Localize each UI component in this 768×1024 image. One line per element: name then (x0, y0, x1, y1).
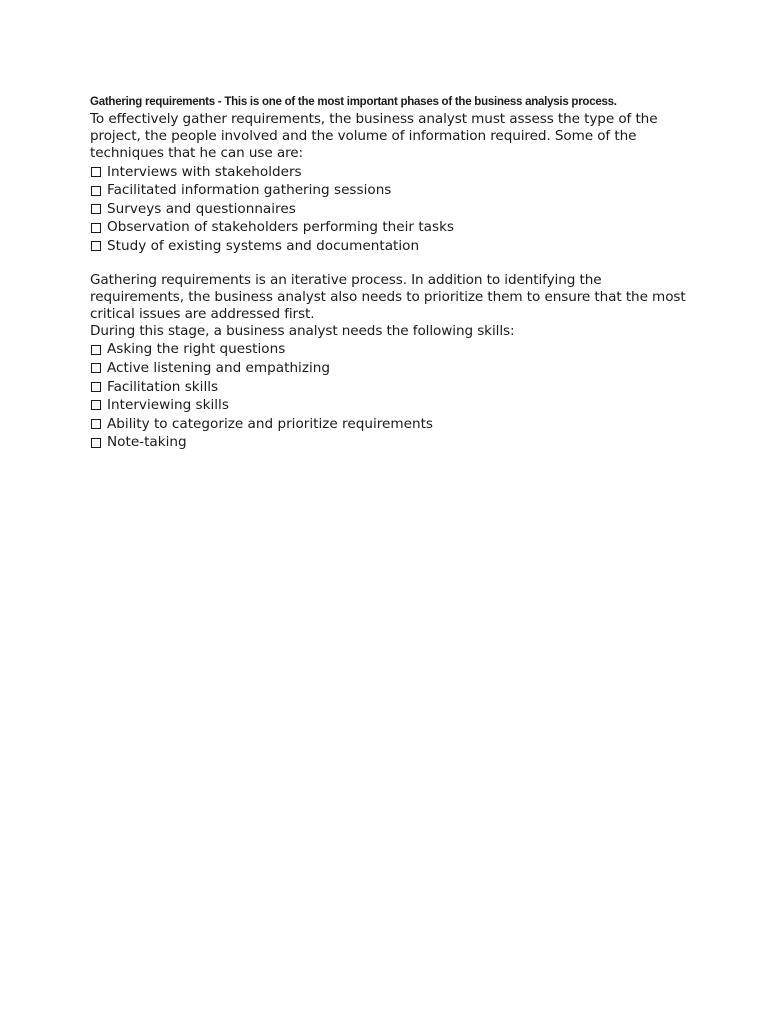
list-item-label: Facilitated information gathering sessions (107, 182, 392, 199)
checkbox-icon (91, 438, 101, 448)
list-item (90, 200, 690, 219)
checkbox-icon (91, 204, 101, 214)
list-item (90, 163, 690, 182)
list-item-label: Surveys and questionnaires (107, 200, 296, 217)
list-item-label: Note-taking (107, 434, 187, 451)
list-item-label: Observation of stakeholders performing their tasks (107, 219, 455, 236)
intro-paragraph: To effectively gather requirements, the business analyst must assess the type of the project, the people involved and the volume of information required. Some of the techniques that he can use are: (90, 111, 658, 162)
checkbox-icon (91, 382, 101, 392)
iterative-paragraph: Gathering requirements is an iterative process. In addition to identifying the requirements, the business analyst also needs to prioritize them to ensure that the most critical issues are addressed first. (90, 271, 686, 322)
checkbox-icon (91, 167, 101, 177)
list-item (90, 340, 690, 359)
list-item-label: Study of existing systems and documentation (107, 237, 420, 254)
checkbox-icon (91, 419, 101, 429)
list-item (90, 218, 690, 237)
list-item-label: Ability to categorize and prioritize requirements (107, 415, 434, 432)
checkbox-icon (91, 241, 101, 251)
list-item (90, 181, 690, 200)
section-heading: Gathering requirements - This is one of the most important phases of the business analysis process. (90, 96, 617, 108)
techniques-list (90, 163, 690, 256)
list-item-label: Interviewing skills (107, 397, 229, 414)
list-item (90, 237, 690, 256)
paragraph-spacer (90, 256, 690, 272)
list-item-label: Interviews with stakeholders (107, 163, 302, 180)
list-item (90, 415, 690, 434)
skills-list (90, 340, 690, 452)
checkbox-icon (91, 345, 101, 355)
list-item-label: Facilitation skills (107, 378, 219, 395)
list-item (90, 396, 690, 415)
checkbox-icon (91, 186, 101, 196)
list-item-label: Active listening and empathizing (107, 359, 330, 376)
list-item (90, 433, 690, 452)
skills-intro: During this stage, a business analyst needs the following skills: (90, 323, 515, 340)
checkbox-icon (91, 363, 101, 373)
list-item (90, 359, 690, 378)
checkbox-icon (91, 223, 101, 233)
list-item-label: Asking the right questions (107, 341, 286, 358)
checkbox-icon (91, 400, 101, 410)
document-page (90, 93, 690, 452)
list-item (90, 378, 690, 397)
